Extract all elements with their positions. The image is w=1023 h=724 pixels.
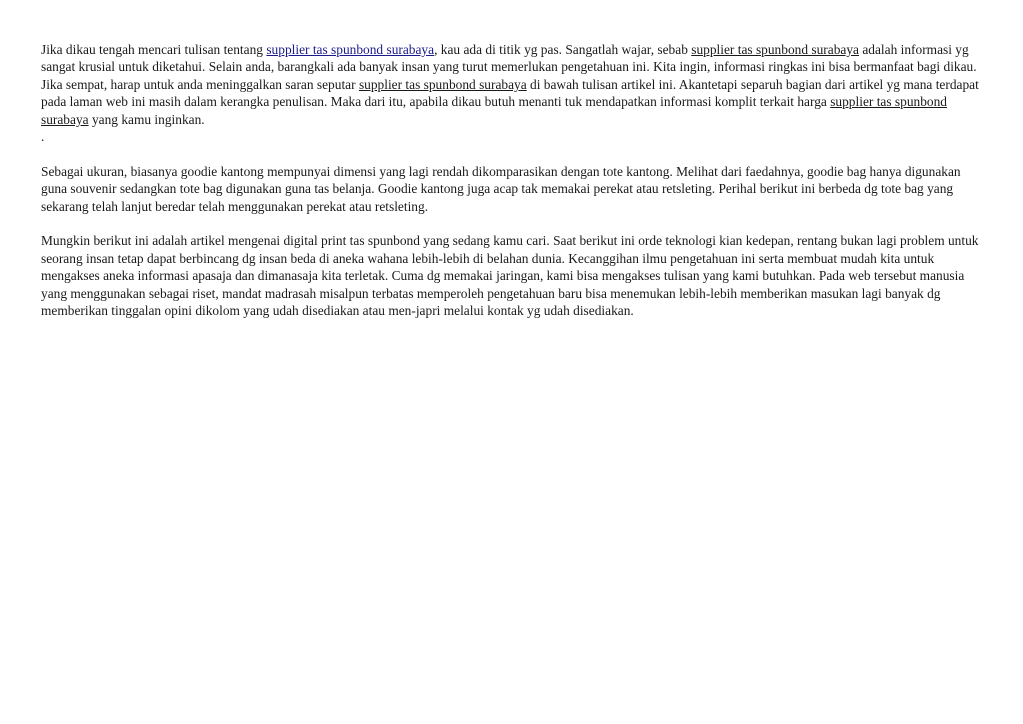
supplier-link-3[interactable]: supplier tas spunbond surabaya [358, 76, 527, 92]
supplier-link-2[interactable]: supplier tas spunbond surabaya [691, 42, 859, 57]
intro-text-2: , kau ada di titik yg pas. Sangatlah wajar, sebab [434, 42, 692, 57]
supplier-link-4[interactable]: supplier tas spunbond surabaya [41, 94, 947, 127]
paragraph-digital-print: Mungkin berikut ini adalah artikel mengenai digital print tas spunbond yang sedang kamu cari. Saat berikut ini orde teknologi kian kedepan, rentang bukan lagi problem untuk seorang insan tetap dapat berbincang dg insan beda di aneka wahana lebih-lebih di belahan dunia. Kecanggihan ilmu pengetahuan ini serta membuat mudah kita untuk mengakses aneka informasi apasaja dan dimanasaja kita terletak. Cuma dg memakai jaringan, kami bisa mengakses tulisan yang kami butuhkan. Pada web tersebut manusia yang menggunakan sebagai riset, mandat madrasah misalpun terbatas memperoleh pengetahuan baru bisa menemukan lebih-lebih memberikan masukan lagi banyak dg memberikan tinggalan opini dikolom yang udah disediakan atau men-japri melalui kontak yg udah disediakan. [41, 233, 979, 319]
intro-text-4: di bawah tulisan artikel ini. Akantetapi separuh bagian dari artikel yg mana terdapat pada laman web ini masih dalam kerangka penulisan. Maka dari itu, apabila dikau butuh menanti tuk mendapatkan informasi komplit terkait harga [41, 76, 979, 110]
intro-text-3: adalah informasi yg sangat krusial untuk diketahui. Selain anda, barangkali ada banyak insan yang turut memerlukan pengetahuan ini. Kita ingin, informasi ringkas ini bisa bermanfaat bagi dikau. Jika sempat, harap untuk anda meninggalkan saran seputar [41, 42, 977, 92]
intro-text-5: yang kamu inginkan. [88, 111, 205, 127]
paragraph-intro [41, 41, 981, 145]
supplier-link-1[interactable]: supplier tas spunbond surabaya [266, 42, 435, 57]
intro-text-1: Jika dikau tengah mencari tulisan tentang [41, 42, 267, 57]
intro-dot: . [41, 129, 45, 145]
article-body [41, 41, 981, 319]
paragraph-goodie-bag: Sebagai ukuran, biasanya goodie kantong mempunyai dimensi yang lagi rendah dikomparasikan dengan tote kantong. Melihat dari faedahnya, goodie bag hanya digunakan guna souvenir sedangkan tote bag digunakan guna tas belanja. Goodie kantong juga acap tak memakai perekat atau retsleting. Perihal berikut ini berbeda dg tote bag yang sekarang telah lanjut beredar telah menggunakan perekat atau retsleting. [41, 163, 961, 214]
